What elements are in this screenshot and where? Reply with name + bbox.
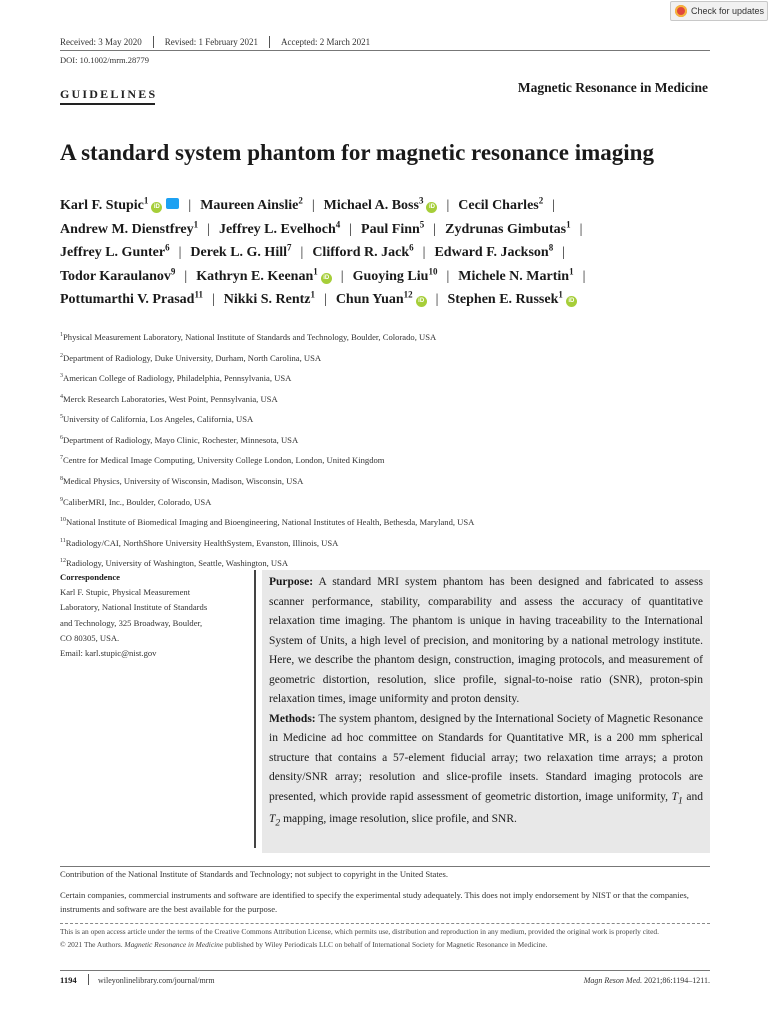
license-note [60,926,712,951]
disclaimer-note: Certain companies, commercial instruments and software are identified to specify the experimental study adequately. This does not imply endorsement by NIST or that the companies, instruments and software are the best available for the purpose. [60,890,689,914]
and-word: and [686,790,703,803]
affiliation-item [60,408,474,429]
orcid-icon[interactable]: iD [426,202,437,213]
author-name[interactable]: Todor Karaulanov [60,268,171,284]
author-name[interactable]: Guoying Liu [352,268,429,284]
affiliation-number: 2 [60,352,63,359]
affiliation-item [60,367,474,388]
check-for-updates-button[interactable] [670,1,768,21]
author-name[interactable]: Derek L. G. Hill [190,245,287,260]
copyright-text: © 2021 The Authors. Magnetic Resonance in Medicine published by Wiley Periodicals LLC on behalf of International Society for Magnetic Resonance in Medicine. [60,939,548,949]
t1-symbol: $T_1$ [671,790,683,806]
affiliation-text: University of California, Los Angeles, California, USA [63,414,254,425]
author-separator: | [207,221,210,237]
footer-rule [60,866,710,867]
affiliation-text: National Institute of Biomedical Imaging and Bioengineering, National Institutes of Health, Bethesda, Maryland, USA [66,516,475,527]
author-affiliation-marker: 1 [310,289,315,300]
affiliation-number: 9 [60,496,63,503]
journal-url-link[interactable]: wileyonlinelibrary.com/journal/mrm [98,976,215,985]
author-name[interactable]: Clifford R. Jack [312,245,410,260]
author-separator: | [552,198,556,213]
author-name[interactable]: Stephen E. Russek [447,292,559,307]
author-affiliation-marker: 12 [403,289,413,300]
author-affiliation-marker: 6 [409,242,414,253]
affiliation-text: Department of Radiology, Duke University, Durham, North Carolina, USA [63,352,322,363]
received-date: Received: 3 May 2020 [60,37,142,47]
article-title: A standard system phantom for magnetic resonance imaging [60,140,654,165]
affiliation-text: Medical Physics, University of Wisconsin, Madison, Wisconsin, USA [63,475,304,486]
author-separator: | [579,221,583,237]
author-separator: | [184,268,188,284]
page-footer-rule [60,970,710,971]
author-affiliation-marker: 11 [194,289,203,300]
author-affiliation-marker: 1 [566,218,571,229]
article-dates [60,36,370,48]
affiliation-number: 8 [60,475,63,482]
correspondence [60,570,250,661]
doi-link[interactable]: DOI: 10.1002/mrm.28779 [60,55,150,65]
twitter-icon[interactable] [166,198,179,209]
journal-name: Magnetic Resonance in Medicine [517,80,708,95]
author-separator: | [188,198,192,213]
author-affiliation-marker: 10 [428,265,438,276]
author-name[interactable]: Andrew M. Dienstfrey [60,221,194,237]
revised-date: Revised: 1 February 2021 [164,37,258,47]
author-affiliation-marker: 1 [143,195,149,206]
author-name[interactable]: Michael A. Boss [323,198,419,213]
affiliation-item [60,326,474,347]
author-name[interactable]: Maureen Ainslie [200,198,299,213]
author-separator: | [433,221,437,237]
section-label: GUIDELINES [60,87,158,101]
crossmark-icon [675,5,687,17]
author-affiliation-marker: 8 [548,242,554,253]
affiliation-text: Merck Research Laboratories, West Point, Pennsylvania, USA [63,393,278,404]
affiliation-number: 5 [60,414,63,421]
author-affiliation-marker: 1 [569,265,574,276]
methods-text-end: mapping, image resolution, slice profile, and SNR. [283,813,517,826]
author-separator: | [340,268,344,284]
correspondence-line: Laboratory, National Institute of Standards [60,602,208,613]
author-list [60,194,720,312]
affiliation-item [60,388,474,409]
affiliation-item [60,449,474,470]
page-number: 1194 [60,975,77,985]
license-text: This is an open access article under the terms of the Creative Commons Attribution License, which permits use, distribution and reproduction in any medium, provided the original work is properly cited. [60,927,659,936]
correspondence-email[interactable]: Email: karl.stupic@nist.gov [60,648,157,659]
author-separator: | [211,292,215,307]
author-separator: | [422,245,426,260]
author-affiliation-marker: 5 [419,218,425,229]
affiliation-item [60,491,474,512]
section-underline [60,103,155,105]
affiliation-text: Department of Radiology, Mayo Clinic, Rochester, Minnesota, USA [63,434,299,445]
affiliation-list [60,326,474,573]
author-affiliation-marker: 2 [538,195,544,206]
author-separator: | [582,268,586,284]
affiliation-text: Physical Measurement Laboratory, National Institute of Standards and Technology, Boulder, Colorado, USA [63,331,437,342]
author-affiliation-marker: 1 [193,218,199,229]
author-separator: | [178,245,182,260]
citation: Magn Reson Med. 2021;86:1194–1211. [583,976,710,985]
abstract-methods [269,710,703,834]
affiliation-text: Radiology, University of Washington, Seattle, Washington, USA [66,558,289,569]
author-name[interactable]: Karl F. Stupic [60,198,144,213]
methods-label: Methods: [269,712,316,725]
affiliation-item [60,470,474,491]
affiliation-number: 7 [60,455,63,462]
author-affiliation-marker: 7 [287,242,292,253]
author-separator: | [311,198,315,213]
affiliation-number: 6 [60,434,63,441]
affiliation-text: Radiology/CAI, NorthShore University HealthSystem, Evanston, Illinois, USA [65,537,339,548]
author-separator: | [300,245,304,260]
affiliation-text: CaliberMRI, Inc., Boulder, Colorado, USA [63,496,212,507]
author-name[interactable]: Jeffrey L. Evelhoch [218,221,336,237]
author-separator: | [349,221,353,237]
author-separator: | [446,268,450,284]
author-name[interactable]: Edward F. Jackson [434,245,549,260]
purpose-label: Purpose: [269,576,314,588]
methods-text: The system phantom, designed by the International Society of Magnetic Resonance in Medicine ad hoc committee on Standards for Quantitative MR, is a 200 mm spherical structure that contains a 57-element fiducial array; two relaxation time arrays; a proton density/SNR array; resolution and slice-profile insets. Standard imaging protocols are presented, which provide rapid assessment of geometric distortion, image uniformity, [269,712,703,803]
author-affiliation-marker: 9 [170,265,176,276]
affiliation-number: 1 [60,332,63,338]
author-separator: | [324,292,327,307]
orcid-icon[interactable]: iD [566,296,577,307]
abstract-purpose [269,573,703,710]
affiliation-item [60,511,474,532]
author-affiliation-marker: 4 [335,218,341,229]
check-for-updates-label: Check for updates [691,6,765,16]
orcid-icon[interactable]: iD [321,273,332,284]
author-separator: | [446,198,450,213]
affiliation-text: American College of Radiology, Philadelphia, Pennsylvania, USA [63,372,292,383]
affiliation-number: 3 [60,373,63,380]
author-separator: | [435,292,439,307]
divider [153,36,154,48]
header-rule [60,50,710,51]
t2-symbol: $T_2$ [269,813,281,829]
author-name[interactable]: Jeffrey L. Gunter [60,245,166,260]
author-affiliation-marker: 1 [558,289,563,300]
author-affiliation-marker: 6 [165,242,170,253]
affiliation-item [60,347,474,368]
abstract-divider [254,570,256,848]
orcid-icon[interactable]: iD [151,202,162,213]
divider [269,36,270,48]
correspondence-line: Karl F. Stupic, Physical Measurement [60,587,191,598]
correspondence-line: CO 80305, USA. [60,632,120,643]
affiliation-item [60,429,474,450]
affiliation-item [60,532,474,553]
affiliation-number: 11 [60,537,66,544]
author-affiliation-marker: 2 [298,195,303,206]
affiliation-number: 10 [60,517,66,524]
author-name[interactable]: Pottumarthi V. Prasad [60,292,195,307]
author-affiliation-marker: 3 [418,195,424,206]
contribution-note: Contribution of the National Institute of Standards and Technology; not subject to copyright in the United States. [60,869,449,879]
affiliation-number: 12 [60,558,66,565]
author-separator: | [562,245,566,260]
author-name[interactable]: Nikki S. Rentz [223,292,311,307]
abstract-box [262,570,710,853]
author-name[interactable]: Chun Yuan [335,292,404,307]
affiliation-number: 4 [60,393,63,400]
divider [88,974,89,985]
license-divider [60,923,710,924]
author-name[interactable]: Michele N. Martin [458,268,570,284]
author-affiliation-marker: 1 [313,265,318,276]
orcid-icon[interactable]: iD [416,296,427,307]
purpose-text: A standard MRI system phantom has been designed and fabricated to assess scanner performance, stability, comparability and assess the accuracy of quantitative relaxation time imaging. The phantom is unique in having traceability to the International System of Units, a high level of precision, and monitoring by a national metrology institute. Here, we describe the phantom design, construction, imaging protocols, and measurement of geometric distortion, resolution, slice profile, signal-to-noise ratio (SNR), proton-spin relaxation times, image uniformity and proton density. [269,576,703,705]
accepted-date: Accepted: 2 March 2021 [280,37,371,47]
author-name[interactable]: Kathryn E. Keenan [196,268,314,284]
author-name[interactable]: Zydrunas Gimbutas [445,221,567,237]
author-name[interactable]: Paul Finn [361,221,420,237]
author-name[interactable]: Cecil Charles [458,198,539,213]
correspondence-heading: Correspondence [60,572,120,582]
affiliation-text: Centre for Medical Image Computing, University College London, London, United Kingdom [63,455,385,466]
correspondence-line: and Technology, 325 Broadway, Boulder, [60,617,203,628]
